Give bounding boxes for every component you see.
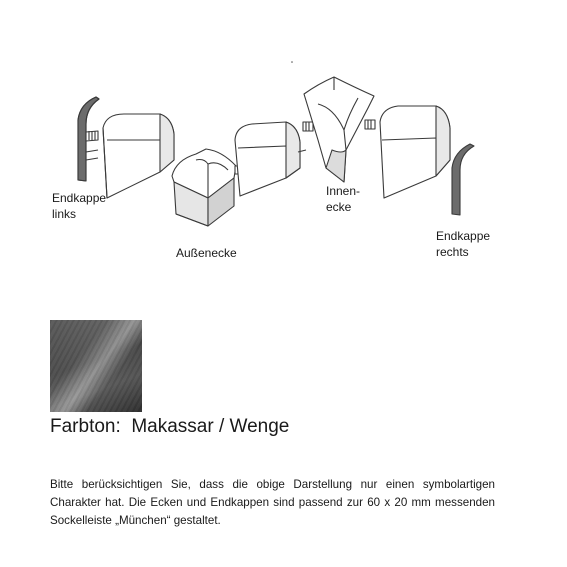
label-endkappe-links: Endkappe links [52,191,107,221]
skirting-piece-3 [380,106,450,198]
endcap-left-drawing [78,97,99,181]
description-text: Bitte berücksichtigen Sie, dass die obige Darstellung nur einen symbolartigen Charakter hat. Die Ecken und Endkappen sind passend zur 60 x 20 mm messenden Sockelleiste „München“ gestaltet. [50,478,495,527]
color-swatch [50,320,142,412]
skirting-piece-1 [103,114,174,198]
skirting-piece-2 [235,122,300,196]
color-line [50,414,289,440]
label-endkappe-rechts: Endkappe rechts [436,229,491,259]
label-aussenecke: Außenecke [176,246,237,260]
endcap-right-drawing [452,144,474,215]
color-label: Farbton: [50,416,121,437]
color-name: Makassar / Wenge [131,416,290,437]
inner-corner-drawing [304,77,374,182]
connector-clip-4 [365,120,375,129]
outer-corner-drawing [172,149,236,226]
label-innenecke: Innen- ecke [326,184,361,214]
